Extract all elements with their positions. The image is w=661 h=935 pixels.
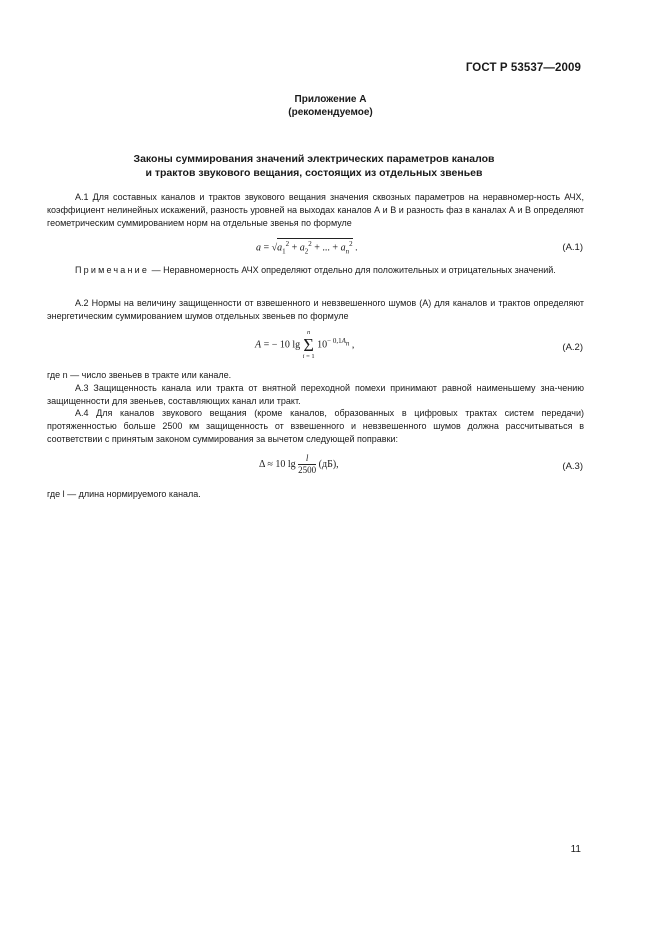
standard-designation: ГОСТ Р 53537—2009 xyxy=(465,62,581,74)
paragraph-a1: А.1 Для составных каналов и трактов звукового вещания значения сквозных параметров на неравномер-ность АЧХ, коэффициент нелинейных искажений, разность уровней на выходах каналов А и В и разность фаз в каналах А и В определяют геометрическим суммированием норм на отдельные звенья по формуле xyxy=(47,192,584,228)
page-number: 11 xyxy=(570,844,581,855)
note-text: — Неравномерность АЧХ определяют отдельно для положительных и отрицательных значений. xyxy=(149,265,556,275)
where-l: где l — длина нормируемого канала. xyxy=(47,489,201,499)
formula-a2: A = − 10 lg n Σ i = 1 $10^{- 0,1A_n}$ , xyxy=(255,329,355,360)
section-title xyxy=(0,153,628,180)
formula-a2-number: (А.2) xyxy=(562,342,583,353)
section-title-line2: и трактов звукового вещания, состоящих из отдельных звеньев xyxy=(145,166,483,179)
annex-heading xyxy=(0,93,661,119)
formula-a3-number: (А.3) xyxy=(562,461,583,472)
formula-a3: Δ ≈ 10 lg $\frac{l}{2500}$ (дБ), xyxy=(259,453,339,475)
note-paragraph xyxy=(47,264,584,277)
paragraph-a2: А.2 Нормы на величину защищенности от взвешенного и невзвешенного шумов (А) для каналов и трактов определяют энергетическим суммированием шумов отдельных звеньев по формуле xyxy=(47,298,584,321)
paragraph-a3: А.3 Защищенность канала или тракта от внятной переходной помехи принимают равной наименьшему зна-чению защищенности для звеньев, составляющих канал или тракт. xyxy=(47,383,584,406)
section-title-line1: Законы суммирования значений электрических параметров каналов xyxy=(133,153,495,165)
sum-symbol: n Σ i = 1 xyxy=(302,329,315,360)
annex-label: Приложение А xyxy=(294,94,367,105)
note-label: Примечание xyxy=(75,265,150,275)
where-n: где n — число звеньев в тракте или канале. xyxy=(47,370,232,380)
formula-a1-number: (А.1) xyxy=(562,242,583,253)
annex-status: (рекомендуемое) xyxy=(288,107,373,118)
formula-a1: $a = √a_1^2 + a_2^2$ + ... + $a_n^2$ . xyxy=(256,240,358,256)
paragraph-a4: А.4 Для каналов звукового вещания (кроме каналов, образованных в цифровых трактах систем передачи) протяженностью больше 2500 км защищенность от взвешенного и невзвешенного шумов должна рассчитываться в соответствии с принятым законом суммирования за вычетом следующей поправки: xyxy=(47,408,584,444)
